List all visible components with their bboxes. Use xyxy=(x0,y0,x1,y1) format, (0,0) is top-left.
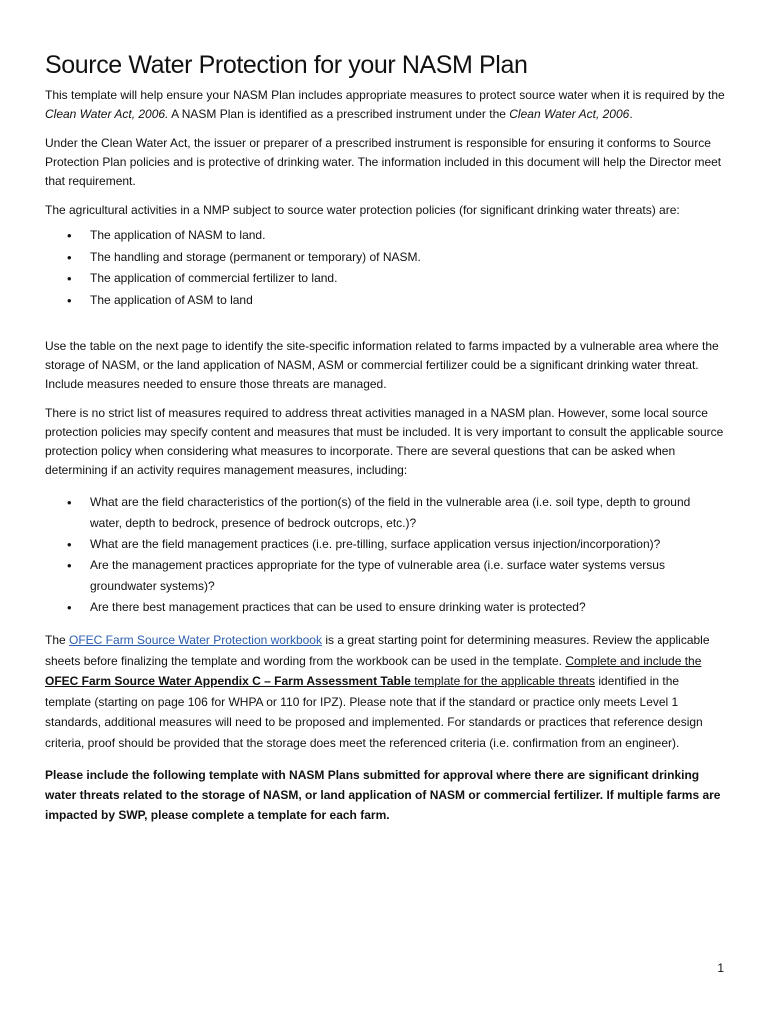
page-number: 1 xyxy=(717,961,724,975)
instruction-text-2: template for the applicable threats xyxy=(410,674,595,688)
list-item: • The application of NASM to land. xyxy=(45,225,725,247)
activities-intro-paragraph: The agricultural activities in a NMP subject to source water protection policies (for significant drinking water threats) are: xyxy=(45,203,680,217)
intro-text-1: This template will help ensure your NASM Plan includes appropriate measures to protect source water when it is required by the xyxy=(45,88,725,102)
workbook-text-post: identified in the template (starting on page 106 for WHPA or 110 for IPZ). Please note that if the standard or practice only meets Level 1 standards, additional measures will need to be proposed and implemented. For standards or practices that reference design criteria, proof should be provided that the storage does meet the referenced criteria (i.e. confirmation from an engineer). xyxy=(45,674,703,750)
table-usage-paragraph: Use the table on the next page to identify the site-specific information related to farms impacted by a vulnerable area where the storage of NASM, or the land application of NASM, ASM or commercial fertilizer could be a significant drinking water threat. Include measures needed to ensure those threats are managed. xyxy=(45,339,719,391)
intro-text-2: A NASM Plan is identified as a prescribed instrument under the xyxy=(168,107,510,121)
workbook-link[interactable]: OFEC Farm Source Water Protection workbook xyxy=(69,633,322,647)
measures-paragraph: There is no strict list of measures required to address threat activities managed in a NASM plan. However, some local source protection policies may specify content and measures that must be included. It is very important to consult the applicable source protection policy when considering what measures to incorporate. There are several questions that can be asked when determining if an activity requires management measures, including: xyxy=(45,406,724,477)
list-item: • The handling and storage (permanent or temporary) of NASM. xyxy=(45,247,725,269)
list-item: • Are the management practices appropriate for the type of vulnerable area (i.e. surface water systems versus groundwater systems)? xyxy=(45,555,725,597)
instruction-text-1: Complete and include the xyxy=(565,653,702,668)
activities-list xyxy=(45,225,725,311)
workbook-text-mid: is a great starting point for determining measures. Review the applicable sheets before finalizing the template and wording from the workbook can be used in the template. xyxy=(45,633,710,668)
appendix-c-title: OFEC Farm Source Water Appendix C – Farm Assessment Table xyxy=(45,674,411,688)
workbook-text-pre: The xyxy=(45,633,70,647)
spacer xyxy=(45,323,725,337)
document-page xyxy=(45,50,725,835)
list-item: • Are there best management practices that can be used to ensure drinking water is protected? xyxy=(45,597,725,618)
act-citation-1: Clean Water Act, 2006. xyxy=(45,107,169,121)
intro-paragraph xyxy=(45,86,725,124)
list-item: • The application of ASM to land xyxy=(45,290,725,312)
workbook-paragraph xyxy=(45,630,725,753)
submission-instruction: Please include the following template with NASM Plans submitted for approval where there are significant drinking water threats related to the storage of NASM, or land application of NASM or commercial fertilizer. If multiple farms are impacted by SWP, please complete a template for each farm. xyxy=(45,768,721,822)
responsibility-paragraph: Under the Clean Water Act, the issuer or preparer of a prescribed instrument is responsible for ensuring it conforms to Source Protection Plan policies and is protective of drinking water. The information included in this document will help the Director meet that requirement. xyxy=(45,136,722,188)
intro-text-3: . xyxy=(629,107,633,121)
list-item: • What are the field management practices (i.e. pre-tilling, surface application versus injection/incorporation)? xyxy=(45,534,725,555)
page-title: Source Water Protection for your NASM Plan xyxy=(45,51,528,79)
act-citation-2: Clean Water Act, 2006 xyxy=(509,107,630,121)
list-item: • The application of commercial fertilizer to land. xyxy=(45,268,725,290)
list-item: • What are the field characteristics of the portion(s) of the field in the vulnerable area (i.e. soil type, depth to ground water, depth to bedrock, presence of bedrock outcrops, etc.)? xyxy=(45,492,725,534)
questions-list xyxy=(45,492,725,618)
